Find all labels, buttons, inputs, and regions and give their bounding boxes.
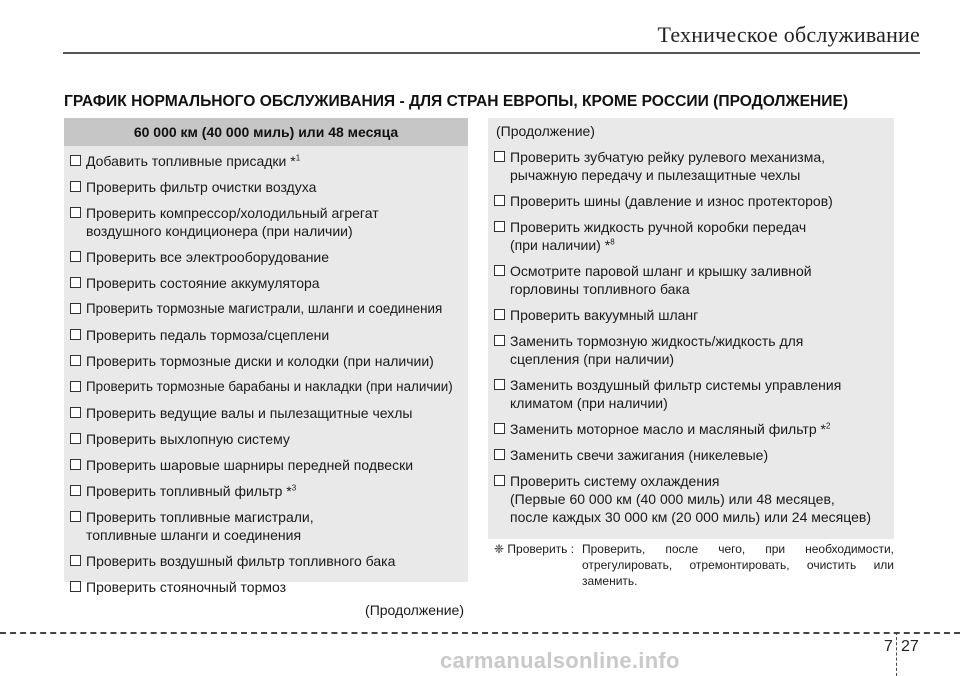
checkbox-square-icon: [70, 329, 81, 340]
checklist-item: [64, 248, 468, 266]
checkbox-square-icon: [70, 407, 81, 418]
checklist-item: [488, 148, 894, 184]
checklist-item-text: Проверить зубчатую рейку рулевого механизма,: [510, 149, 825, 165]
left-column-header: 60 000 км (40 000 миль) или 48 месяца: [64, 118, 468, 146]
checklist-item: [488, 376, 894, 412]
checklist-item: [488, 332, 894, 368]
footnote-marker: 3: [291, 483, 297, 493]
checklist-item: [488, 420, 894, 438]
checklist-item: [64, 274, 468, 292]
checklist-item: [64, 152, 468, 170]
checklist-item-text: Проверить шины (давление и износ протекторов): [510, 193, 833, 209]
checklist-item-text: Проверить выхлопную систему: [86, 431, 290, 447]
checkbox-square-icon: [70, 555, 81, 566]
page-separator: [896, 632, 897, 676]
checkbox-square-icon: [70, 459, 81, 470]
checkbox-square-icon: [70, 381, 81, 392]
checklist-item-text-continued: топливные шланги и соединения: [86, 527, 302, 543]
checklist-item: [64, 178, 468, 196]
checklist-item-text-continued: воздушного кондиционера (при наличии): [86, 223, 353, 239]
checklist-item-text: Проверить шаровые шарниры передней подвески: [86, 457, 414, 473]
checkbox-square-icon: [70, 485, 81, 496]
checklist-item: [64, 508, 468, 544]
checkbox-square-icon: [70, 433, 81, 444]
checkbox-square-icon: [494, 265, 505, 276]
checklist-item: [64, 552, 468, 570]
checkbox-square-icon: [70, 303, 81, 314]
checklist-item: [64, 430, 468, 448]
checkbox-square-icon: [70, 581, 81, 592]
checkbox-square-icon: [70, 277, 81, 288]
checklist-item: [64, 378, 468, 396]
checklist-item: [488, 218, 894, 254]
checklist-item-text: Проверить стояночный тормоз: [86, 579, 287, 595]
checklist-item: [64, 404, 468, 422]
checkbox-square-icon: [494, 221, 505, 232]
footnote-text: Проверить, после чего, при необходимости, отрегулировать, отремонтировать, очистить или заменить.: [582, 542, 894, 588]
checkbox-square-icon: [494, 335, 505, 346]
checklist-item-text: Заменить моторное масло и масляный фильтр *: [510, 421, 826, 437]
left-column: [64, 118, 468, 618]
checklist-item-text: Проверить систему охлаждения: [510, 473, 720, 489]
checkbox-square-icon: [494, 475, 505, 486]
checklist-item-text: Проверить топливные магистрали,: [86, 509, 314, 525]
footnote-marker: 2: [825, 421, 831, 431]
checklist-item-text-continued: сцепления (при наличии): [510, 351, 675, 367]
checklist-item-text: Проверить фильтр очистки воздуха: [86, 179, 317, 195]
left-continued-label: (Продолжение): [365, 602, 464, 618]
checklist-item-text: Проверить топливный фильтр *: [86, 483, 292, 499]
checkbox-square-icon: [494, 423, 505, 434]
checklist-item: [488, 472, 894, 526]
checklist-item: [488, 262, 894, 298]
checklist-item-text-continued: (при наличии) *: [510, 237, 611, 253]
checklist-item-text: Проверить вакуумный шланг: [510, 307, 699, 323]
checklist-item-text: Заменить тормозную жидкость/жидкость для: [510, 333, 804, 349]
checkbox-square-icon: [70, 355, 81, 366]
footer-dashed-line: [0, 632, 960, 634]
footnote-marker: 1: [295, 153, 301, 163]
checklist-item-text: Проверить педаль тормоза/сцеплени: [86, 327, 330, 343]
checklist-item-text: Проверить тормозные диски и колодки (при наличии): [86, 353, 434, 369]
checklist-item-text-continued: (Первые 60 000 км (40 000 миль) или 48 месяцев,: [510, 491, 835, 507]
checklist-item-text: Заменить воздушный фильтр системы управления: [510, 377, 842, 393]
checklist-item-text: Проверить тормозные магистрали, шланги и соединения: [86, 301, 443, 316]
checkbox-square-icon: [494, 379, 505, 390]
section-title: ГРАФИК НОРМАЛЬНОГО ОБСЛУЖИВАНИЯ - ДЛЯ СТРАН ЕВРОПЫ, КРОМЕ РОССИИ (ПРОДОЛЖЕНИЕ): [64, 93, 849, 110]
checkbox-square-icon: [494, 151, 505, 162]
checkbox-square-icon: [70, 511, 81, 522]
right-continued-label: (Продолжение): [496, 123, 595, 139]
checklist-item-text: Проверить воздушный фильтр топливного бака: [86, 553, 396, 569]
header-rule: [63, 52, 920, 54]
right-checklist: [488, 148, 894, 526]
checklist-item-text-continued: горловины топливного бака: [510, 281, 690, 297]
checklist-item-text: Проверить жидкость ручной коробки передач: [510, 219, 807, 235]
checkbox-square-icon: [70, 155, 81, 166]
checkbox-square-icon: [494, 449, 505, 460]
checkbox-square-icon: [70, 251, 81, 262]
checkbox-square-icon: [70, 181, 81, 192]
page-number-value: 27: [901, 638, 919, 655]
checklist-item: [64, 204, 468, 240]
header-title: Техническое обслуживание: [657, 22, 920, 47]
checklist-item-text: Добавить топливные присадки *: [86, 153, 296, 169]
checklist-item: [64, 456, 468, 474]
checklist-item: [64, 326, 468, 344]
checklist-item-text: Заменить свечи зажигания (никелевые): [510, 447, 769, 463]
left-checklist: [64, 146, 468, 596]
checkbox-square-icon: [70, 207, 81, 218]
footnote-marker: 8: [610, 237, 615, 247]
checklist-item-text: Проверить состояние аккумулятора: [86, 275, 320, 291]
checklist-item: [488, 306, 894, 324]
checklist-item-text-continued: рычажную передачу и пылезащитные чехлы: [510, 167, 801, 183]
checkbox-square-icon: [494, 309, 505, 320]
checklist-item-text: Проверить тормозные барабаны и накладки (при наличии): [86, 379, 453, 394]
right-column: [488, 118, 894, 539]
watermark: carmanualsonline.info: [440, 648, 680, 673]
checklist-item: [64, 300, 468, 318]
footnote-label: ❈ Проверить :: [494, 542, 575, 556]
checklist-item-text: Проверить ведущие валы и пылезащитные чехлы: [86, 405, 413, 421]
checklist-item: [488, 446, 894, 464]
footnote: [494, 541, 894, 589]
checklist-item: [64, 482, 468, 500]
checklist-item-text: Осмотрите паровой шланг и крышку заливной: [510, 263, 812, 279]
checklist-item: [488, 192, 894, 210]
checklist-item-text: Проверить все электрооборудование: [86, 249, 330, 265]
checklist-item-text-continued: климатом (при наличии): [510, 395, 668, 411]
chapter-number: 7: [884, 638, 893, 655]
checklist-item: [64, 352, 468, 370]
checklist-item: [64, 578, 468, 596]
checkbox-square-icon: [494, 195, 505, 206]
checklist-item-text: Проверить компрессор/холодильный агрегат: [86, 205, 379, 221]
checklist-item-text-continued: после каждых 30 000 км (20 000 миль) или 24 месяцев): [510, 509, 871, 525]
